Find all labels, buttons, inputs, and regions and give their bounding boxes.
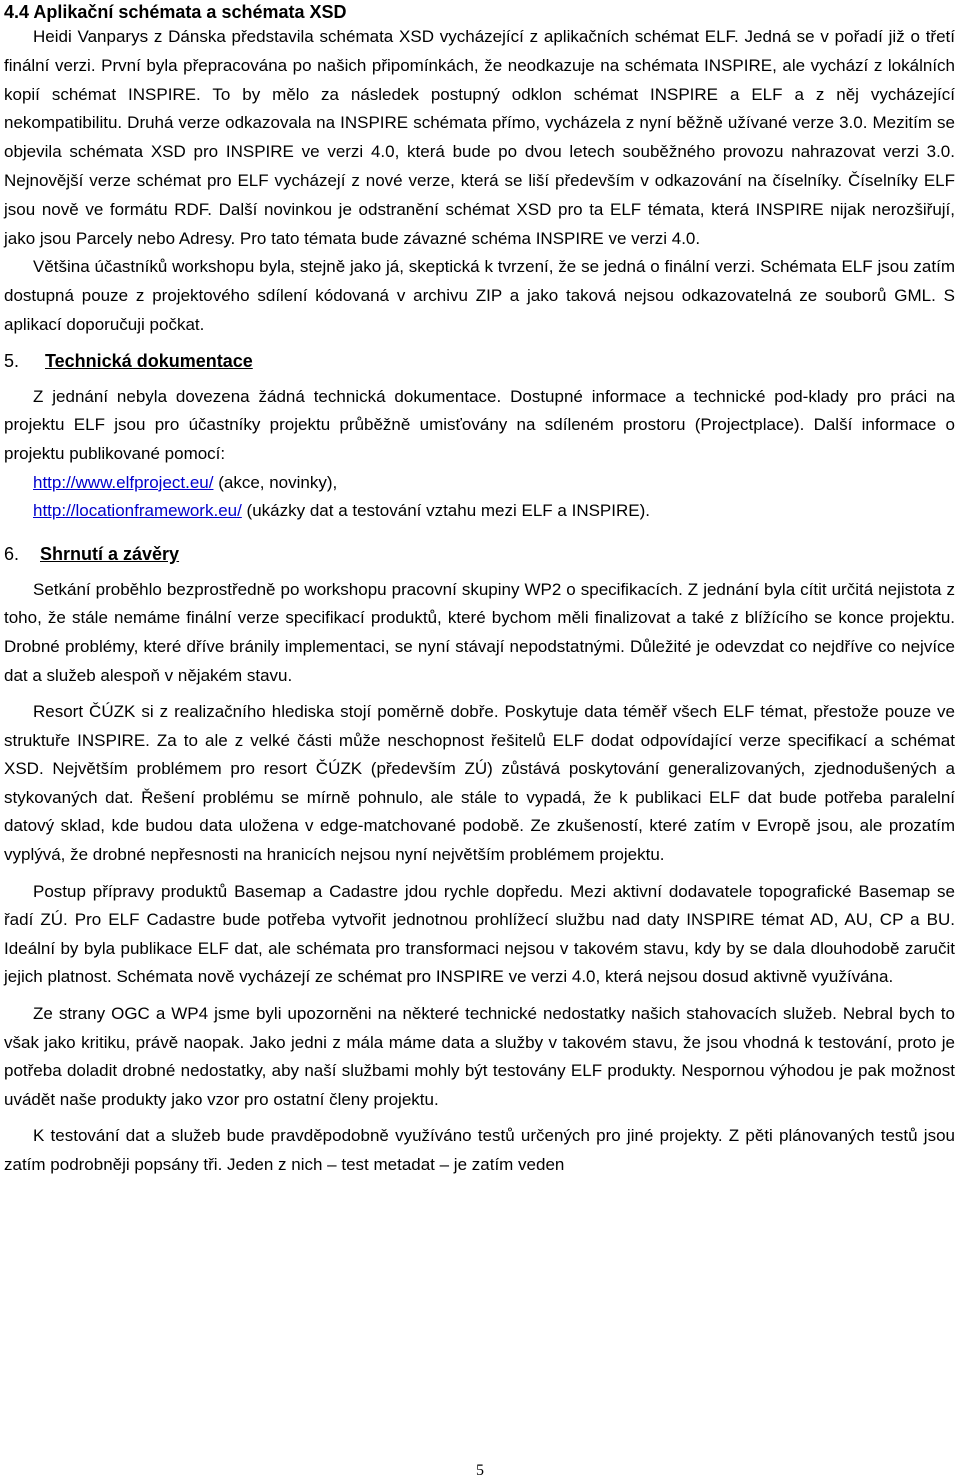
section-6-paragraph-2: Resort ČÚZK si z realizačního hlediska stojí poměrně dobře. Poskytuje data téměř všech ELF témat, přestože pouze ve struktuře INSPIRE. Za to ale z velké části může neschopnost řešitelů ELF dodat odpovídající verze specifikací a schémat XSD. Největším problémem pro resort ČÚZK (především ZÚ) zůstává poskytování generalizovaných, zjednodušených a stykovaných dat. Řešení problému se mírně pohnulo, ale stále to vypadá, že k publikaci ELF dat bude potřeba paralelní datový sklad, kde budou data uložena v edge-matchované podobě. Ze zkušeností, které zatím v Evropě jsou, ale prozatím vyplývá, že drobné nepřesnosti na hranicích nejsou nyní největším problémem projektu. — [4, 702, 955, 865]
elfproject-link[interactable]: http://www.elfproject.eu/ — [33, 472, 214, 492]
locationframework-link[interactable]: http://locationframework.eu/ — [33, 501, 242, 521]
link-1-description: (akce, novinky), — [213, 472, 338, 492]
section-6-number: 6. — [4, 543, 20, 564]
section-4-4-paragraph-1: Heidi Vanparys z Dánska představila schémata XSD vycházející z aplikačních schémat ELF. Jedná se v pořadí již o třetí finální verzi. První byla přepracována po našich připomínkách, že neodkazuje na schémata INSPIRE, ale vychází z lokálních kopií schémat INSPIRE. To by mělo za následek postupný odklon schémat INSPIRE a ELF a z něj vycházející nekompatibilitu. Druhá verze odkazovala na INSPIRE schémata přímo, vycházela z nyní běžně užívané verze 3.0. Mezitím se objevila schémata XSD pro INSPIRE ve verzi 4.0, která bude po dvou letech souběžného provozu nahrazovat verzi 3.0. Nejnovější verze schémat pro ELF vycházejí z nové verze, která se liší především v odkazování na číselníky. Číselníky ELF jsou nově ve formátu RDF. Další novinkou je odstranění schémat XSD pro ta ELF témata, která INSPIRE nijak nerozšiřují, jako jsou Parcely nebo Adresy. Pro tato témata bude závazné schéma INSPIRE ve verzi 4.0. — [4, 27, 955, 248]
section-5-number: 5. — [4, 350, 20, 371]
section-6-paragraph-5: K testování dat a služeb bude pravděpodobně využíváno testů určených pro jiné projekty. Z pěti plánovaných testů jsou zatím podrobněji popsány tři. Jeden z nich – test metadat – je zatím veden — [4, 1126, 955, 1175]
section-6-paragraph-4: Ze strany OGC a WP4 jsme byli upozorněni na některé technické nedostatky našich stahovacích služeb. Nebral bych to však jako kritiku, právě naopak. Jako jedni z mála máme data a služby v takovém stavu, že jsou vhodná k testování, proto je potřeba doladit drobné nedostatky, aby naší službami mohly být testovány ELF produkty. Nespornou výhodou je pak možnost uvádět naše produkty jako vzor pro ostatní členy projektu. — [4, 1004, 955, 1109]
link-line-2 — [4, 497, 955, 526]
section-6-paragraph-3: Postup přípravy produktů Basemap a Cadastre jdou rychle dopředu. Mezi aktivní dodavatele topografické Basemap se řadí ZÚ. Pro ELF Cadastre bude potřeba vytvořit jednotnou prohlížecí službu nad daty INSPIRE témat AD, AU, CP a BU. Ideální by byla publikace ELF dat, ale schémata pro transformaci nejsou v takovém stavu, kdy by se dala dlouhodobě zaručit jejich platnost. Schémata nově vycházejí ze schémat pro INSPIRE ve verzi 4.0, která nejsou dosud aktivně využívána. — [4, 881, 955, 987]
section-5-heading — [4, 347, 955, 375]
page-number: 5 — [476, 1462, 484, 1479]
section-4-4-title: 4.4 Aplikační schémata a schémata XSD — [4, 2, 347, 22]
section-4-4-paragraph-2: Většina účastníků workshopu byla, stejně jako já, skeptická k tvrzení, že se jedná o finální verzi. Schémata ELF jsou zatím dostupná pouze z projektového sdílení kódovaná v archivu ZIP a jako taková nejsou odkazovatelná ze souborů GML. S aplikací doporučuji počkat. — [4, 257, 955, 334]
link-line-1 — [4, 469, 955, 498]
section-6-title: Shrnutí a závěry — [40, 543, 180, 564]
section-5-paragraph: Z jednání nebyla dovezena žádná technická dokumentace. Dostupné informace a technické pod-klady pro práci na projektu ELF jsou pro účastníky projektu průběžně umisťovány na sdíleném prostoru (Projectplace). Další informace o projektu publikované pomocí: — [4, 386, 955, 463]
link-2-description: (ukázky dat a testování vztahu mezi ELF a INSPIRE). — [241, 501, 650, 521]
section-6-paragraph-1: Setkání proběhlo bezprostředně po workshopu pracovní skupiny WP2 o specifikacích. Z jednání byla cítit určitá nejistota z toho, že stále nemáme finální verze specifikací produktů, které bychom měli finalizovat a také z blížícího se konce projektu. Drobné problémy, které dříve bránily implementaci, se nyní stávají nepodstatnými. Důležité je odevzdat co nejdříve co nejvíce dat a služeb alespoň v nějakém stavu. — [4, 579, 955, 685]
section-5-title: Technická dokumentace — [45, 350, 253, 371]
section-6-heading — [4, 540, 955, 568]
